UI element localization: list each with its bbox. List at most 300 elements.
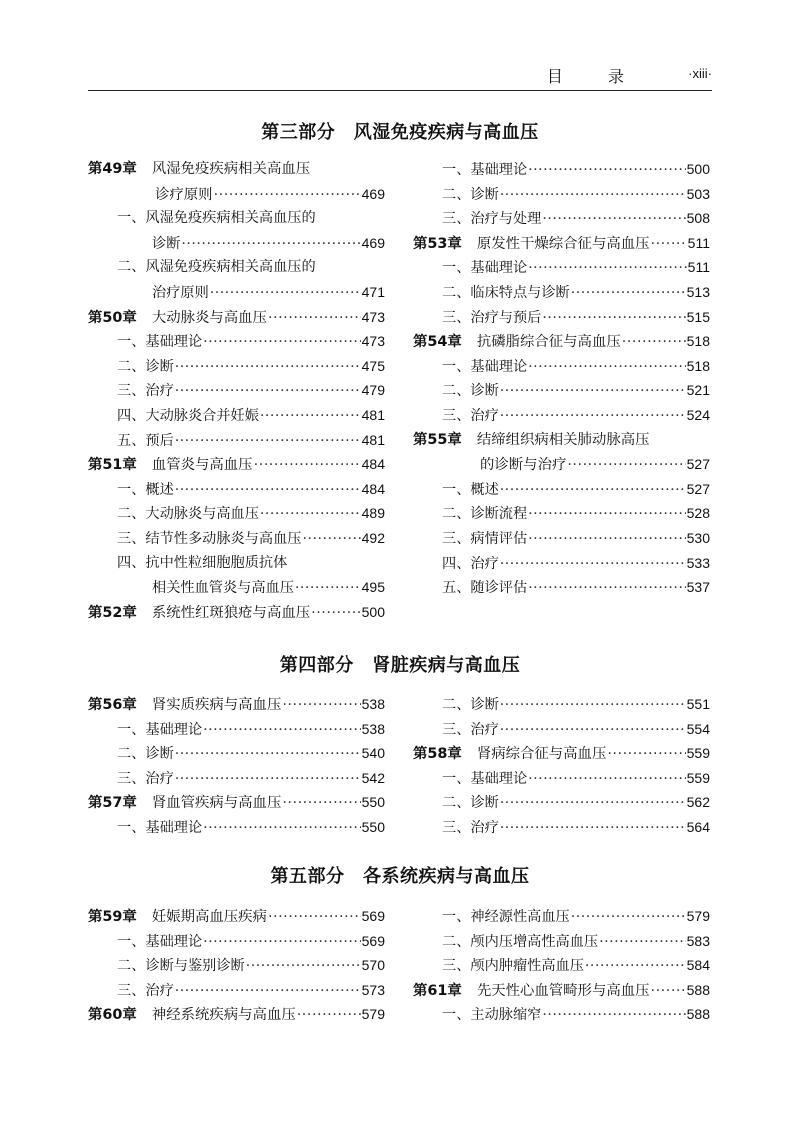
page-ref: 554 — [686, 720, 710, 737]
dot-leader — [651, 979, 686, 1004]
toc-line — [88, 378, 385, 404]
page-ref: 489 — [361, 505, 385, 522]
dot-leader — [500, 404, 686, 429]
toc-chapter-row — [413, 329, 710, 354]
page-ref: 471 — [361, 283, 385, 300]
page-ref: 564 — [686, 818, 710, 835]
dot-leader — [585, 954, 686, 979]
dot-leader — [500, 478, 686, 503]
page-ref: 569 — [361, 908, 385, 924]
toc-section-row — [88, 354, 385, 379]
page-ref: 550 — [361, 818, 385, 835]
page-ref: 579 — [361, 1006, 385, 1023]
toc-line — [413, 255, 710, 281]
section-title: 一、风湿免疫疾病相关高血压的 — [117, 210, 316, 227]
toc-section-row — [413, 692, 710, 717]
toc-line — [413, 501, 710, 527]
toc-line — [88, 904, 385, 930]
dot-leader — [528, 767, 686, 792]
section-title: 三、颅内肿瘤性高血压 — [442, 958, 584, 975]
toc-chapter-row — [88, 692, 385, 717]
chapter-number: 第56章 — [88, 697, 137, 713]
toc-section-row — [88, 501, 385, 526]
page-ref: 528 — [686, 505, 710, 522]
dot-leader — [528, 527, 686, 552]
section-title: 三、治疗 — [442, 407, 499, 424]
page-ref: 481 — [361, 406, 385, 423]
section-title: 五、预后 — [117, 432, 174, 449]
toc-line — [88, 1002, 385, 1028]
dot-leader — [203, 816, 361, 841]
chapter-title: 的诊断与治疗 — [480, 457, 567, 474]
toc-column-left — [88, 157, 385, 624]
dot-leader — [567, 453, 685, 478]
section-title: 一、基础理论 — [117, 334, 203, 351]
toc-section-row — [413, 182, 710, 207]
page-ref: 469 — [361, 185, 385, 202]
dot-leader — [175, 355, 361, 380]
part-title: 第三部分 风湿免疫疾病与高血压 — [261, 122, 539, 143]
toc-section-row — [413, 305, 710, 330]
toc-line — [88, 329, 385, 355]
chapter-title: 风湿免疫疾病相关高血压 — [151, 161, 311, 177]
page-ref: 511 — [687, 259, 710, 276]
toc-section-row — [413, 953, 710, 978]
page-ref: 537 — [686, 579, 710, 596]
dot-leader — [311, 601, 361, 626]
dot-leader — [500, 183, 686, 208]
page-number: ·xiii· — [688, 66, 712, 81]
page-ref: 559 — [686, 769, 710, 786]
section-title: 五、随诊评估 — [442, 580, 528, 597]
section-title: 相关性血管炎与高血压 — [152, 580, 294, 597]
toc-line — [413, 157, 710, 183]
toc-section-row — [413, 280, 710, 305]
page-ref: 481 — [361, 431, 385, 448]
toc-line — [88, 815, 385, 841]
page-ref: 513 — [686, 283, 710, 300]
toc-line — [88, 428, 385, 454]
dot-leader — [651, 232, 687, 257]
section-title: 三、治疗 — [117, 770, 174, 787]
chapter-title: 大动脉炎与高血压 — [151, 309, 267, 326]
section-title: 三、结节性多动脉炎与高血压 — [117, 530, 302, 547]
toc-chapter-row — [88, 790, 385, 815]
section-title: 一、基础理论 — [442, 162, 528, 178]
chapter-title: 妊娠期高血压疾病 — [151, 909, 267, 925]
toc-section-row — [413, 206, 710, 231]
dot-leader — [175, 379, 361, 404]
toc-line — [413, 403, 710, 429]
section-title: 三、治疗与预后 — [442, 309, 542, 326]
section-title: 四、抗中性粒细胞胞质抗体 — [117, 554, 288, 571]
toc-section-row — [413, 904, 710, 929]
toc-line — [413, 790, 710, 816]
toc-section-row — [88, 953, 385, 978]
section-title: 一、概述 — [442, 481, 499, 498]
page-ref: 479 — [361, 382, 385, 399]
toc-section-row — [413, 354, 710, 379]
section-title: 四、大动脉炎合并妊娠 — [117, 407, 259, 424]
dot-leader — [500, 816, 686, 841]
toc-line — [88, 477, 385, 503]
toc-line — [413, 978, 710, 1004]
toc-chapter-row — [88, 904, 385, 929]
toc-line — [88, 206, 385, 231]
toc-line — [88, 929, 385, 955]
chapter-number: 第49章 — [88, 161, 137, 177]
toc-section-row — [413, 929, 710, 954]
page-ref: 492 — [361, 529, 385, 546]
section-title: 三、病情评估 — [442, 530, 528, 547]
dot-leader — [528, 355, 686, 380]
toc-line — [413, 477, 710, 503]
page-ref: 521 — [686, 382, 710, 399]
toc-line — [88, 255, 385, 280]
dot-leader — [528, 502, 686, 527]
page-ref: 515 — [686, 308, 710, 325]
page-header — [88, 62, 712, 91]
toc-line — [88, 741, 385, 767]
chapter-title: 肾病综合征与高血压 — [476, 746, 607, 763]
dot-leader — [175, 767, 361, 792]
toc-section-row — [88, 978, 385, 1003]
page-ref: 550 — [361, 794, 385, 811]
dot-leader — [203, 930, 361, 955]
page-ref: 584 — [686, 957, 710, 974]
toc-line — [413, 354, 710, 380]
toc-line — [88, 280, 385, 306]
toc-line — [88, 766, 385, 792]
toc-section-row — [88, 280, 385, 305]
toc-line — [88, 692, 385, 718]
dot-leader — [260, 502, 361, 527]
section-title: 二、诊断流程 — [442, 506, 528, 523]
page-ref: 473 — [361, 333, 385, 350]
dot-leader — [500, 552, 686, 577]
toc-section-row — [88, 206, 385, 231]
toc-line — [88, 526, 385, 552]
dot-leader — [528, 256, 687, 281]
dot-leader — [528, 576, 686, 601]
dot-leader — [175, 429, 361, 454]
toc-line — [413, 717, 710, 743]
dot-leader — [500, 693, 686, 718]
toc-section-row — [413, 501, 710, 526]
toc-line — [413, 182, 710, 208]
toc-column-right — [413, 157, 710, 600]
chapter-number: 第61章 — [413, 982, 462, 999]
toc-section-row — [413, 575, 710, 600]
toc-section-row — [413, 157, 710, 182]
toc-line — [413, 452, 710, 478]
page-ref: 475 — [361, 357, 385, 374]
section-title: 诊断 — [152, 235, 181, 252]
dot-leader — [268, 905, 361, 930]
dot-leader — [607, 742, 685, 767]
page-ref: 562 — [686, 794, 710, 811]
section-title: 二、风湿免疫疾病相关高血压的 — [117, 259, 316, 276]
toc-section-row — [413, 1002, 710, 1027]
toc-chapter-row — [88, 600, 385, 625]
section-title: 二、诊断 — [117, 358, 174, 375]
toc-line — [88, 354, 385, 380]
dot-leader — [246, 954, 361, 979]
chapter-number: 第54章 — [413, 334, 462, 351]
dot-leader — [282, 791, 360, 816]
page-ref: 527 — [686, 456, 710, 473]
toc-section-row — [413, 378, 710, 403]
toc-line — [413, 904, 710, 930]
toc-line — [413, 692, 710, 718]
toc-section-row — [88, 428, 385, 453]
page-ref: 511 — [687, 234, 710, 251]
section-title: 二、大动脉炎与高血压 — [117, 506, 259, 523]
page-ref: 542 — [361, 769, 385, 786]
page-ref: 495 — [361, 579, 385, 596]
part-title: 第五部分 各系统疾病与高血压 — [270, 866, 530, 887]
toc-line — [413, 280, 710, 306]
toc-line — [413, 953, 710, 979]
section-title: 二、诊断 — [442, 697, 499, 713]
toc-line — [413, 815, 710, 841]
dot-leader — [268, 306, 361, 331]
page-ref: 518 — [686, 333, 710, 350]
dot-leader — [302, 527, 360, 552]
toc-line — [88, 182, 385, 208]
toc-section-row — [413, 403, 710, 428]
chapter-title: 系统性红斑狼疮与高血压 — [151, 604, 311, 621]
chapter-number: 第60章 — [88, 1007, 137, 1024]
chapter-number: 第57章 — [88, 795, 137, 812]
toc-line — [88, 501, 385, 527]
toc-section-row — [413, 477, 710, 502]
toc-section-row — [88, 378, 385, 403]
section-title: 二、临床特点与诊断 — [442, 284, 570, 301]
toc-line — [88, 600, 385, 626]
section-title: 一、主动脉缩窄 — [442, 1007, 542, 1024]
page-ref: 530 — [686, 529, 710, 546]
section-title: 治疗原则 — [152, 284, 209, 301]
toc-section-row — [88, 526, 385, 551]
toc-chapter-row — [88, 452, 385, 477]
page-ref: 551 — [686, 696, 710, 712]
dot-leader — [297, 1003, 361, 1028]
page-ref: 588 — [686, 1006, 710, 1023]
toc-line — [88, 403, 385, 429]
dot-leader — [571, 281, 686, 306]
chapter-number: 第58章 — [413, 746, 462, 763]
toc-line — [413, 428, 710, 453]
toc-section-row — [413, 790, 710, 815]
section-title: 一、神经源性高血压 — [442, 909, 570, 925]
page-ref: 570 — [361, 957, 385, 974]
dot-leader — [528, 158, 686, 183]
dot-leader — [295, 576, 361, 601]
dot-leader — [571, 905, 686, 930]
toc-section-row — [88, 766, 385, 791]
toc-line — [88, 978, 385, 1004]
dot-leader — [210, 281, 361, 306]
toc-section-row — [413, 815, 710, 840]
chapter-title: 肾实质疾病与高血压 — [151, 697, 282, 713]
section-title: 三、治疗与处理 — [442, 211, 542, 228]
section-title: 二、诊断 — [117, 746, 174, 763]
page-ref: 559 — [686, 745, 710, 762]
section-title: 一、基础理论 — [117, 933, 203, 950]
page-ref: 469 — [361, 234, 385, 251]
toc-line — [88, 575, 385, 601]
toc-chapter-row — [88, 1002, 385, 1027]
page-ref: 583 — [686, 932, 710, 949]
section-title: 一、基础理论 — [442, 358, 528, 375]
toc-line — [413, 741, 710, 767]
page-ref: 484 — [361, 456, 385, 473]
section-title: 四、治疗 — [442, 555, 499, 572]
toc-section-row — [88, 231, 385, 256]
section-title: 二、诊断 — [442, 795, 499, 812]
section-title: 三、治疗 — [442, 819, 499, 836]
chapter-number: 第50章 — [88, 309, 137, 326]
section-title: 二、诊断 — [442, 186, 499, 203]
toc-chapter-row — [88, 157, 385, 182]
toc-section-row — [88, 477, 385, 502]
running-title: 目 录 — [546, 67, 644, 86]
page-ref: 524 — [686, 406, 710, 423]
toc-chapter-row — [413, 741, 710, 766]
toc-section-row — [413, 551, 710, 576]
section-title: 二、诊断 — [442, 383, 499, 400]
page-ref: 538 — [361, 696, 385, 712]
section-title: 二、颅内压增高性高血压 — [442, 933, 599, 950]
toc-chapter-row — [413, 428, 710, 453]
dot-leader — [599, 930, 686, 955]
toc-line — [413, 305, 710, 331]
toc-section-row — [88, 815, 385, 840]
chapter-number: 第59章 — [88, 909, 137, 925]
dot-leader — [175, 979, 361, 1004]
chapter-title: 先天性心血管畸形与高血压 — [476, 982, 650, 999]
toc-line — [413, 929, 710, 955]
section-title: 一、基础理论 — [442, 770, 528, 787]
dot-leader — [254, 453, 361, 478]
chapter-title: 结缔组织病相关肺动脉高压 — [476, 431, 650, 448]
page-ref: 500 — [361, 603, 385, 620]
toc-line — [88, 452, 385, 478]
page-ref: 540 — [361, 745, 385, 762]
toc-section-row — [88, 329, 385, 354]
chapter-title: 原发性干燥综合征与高血压 — [476, 235, 650, 252]
page-ref: 569 — [361, 932, 385, 949]
toc-line — [413, 766, 710, 792]
page-ref: 533 — [686, 554, 710, 571]
chapter-number: 第55章 — [413, 431, 462, 448]
chapter-title: 肾血管疾病与高血压 — [151, 795, 282, 812]
toc-line — [413, 526, 710, 552]
toc-section-row — [88, 929, 385, 954]
dot-leader — [203, 330, 361, 355]
toc-column-left — [88, 692, 385, 840]
toc-line — [413, 575, 710, 601]
section-title: 一、概述 — [117, 481, 174, 498]
toc-section-row — [413, 255, 710, 280]
toc-line — [88, 717, 385, 743]
page-ref: 588 — [686, 981, 710, 998]
toc-section-row — [88, 551, 385, 576]
toc-line — [88, 551, 385, 576]
toc-column-right — [413, 904, 710, 1027]
page-ref: 573 — [361, 981, 385, 998]
dot-leader — [500, 379, 686, 404]
dot-leader — [282, 693, 360, 718]
toc-chapter-row — [413, 231, 710, 256]
part-title: 第四部分 肾脏疾病与高血压 — [279, 655, 521, 676]
toc-line — [413, 378, 710, 404]
page-ref: 579 — [686, 908, 710, 924]
dot-leader — [175, 742, 361, 767]
dot-leader — [542, 306, 685, 331]
toc-line — [88, 953, 385, 979]
dot-leader — [203, 718, 361, 743]
page-ref: 508 — [686, 210, 710, 227]
toc-section-row — [88, 575, 385, 600]
chapter-number: 第51章 — [88, 457, 137, 474]
section-title: 三、治疗 — [117, 982, 174, 999]
toc-chapter-row — [88, 182, 385, 207]
section-title: 二、诊断与鉴别诊断 — [117, 958, 245, 975]
page-ref: 518 — [686, 357, 710, 374]
dot-leader — [260, 404, 361, 429]
chapter-title: 抗磷脂综合征与高血压 — [476, 334, 621, 351]
toc-line — [88, 231, 385, 257]
dot-leader — [500, 791, 686, 816]
section-title: 一、基础理论 — [117, 819, 203, 836]
toc-section-row — [88, 403, 385, 428]
toc-section-row — [88, 741, 385, 766]
chapter-title: 诊疗原则 — [155, 186, 213, 203]
toc-section-row — [88, 255, 385, 280]
dot-leader — [500, 718, 686, 743]
page-ref: 484 — [361, 480, 385, 497]
toc-line — [413, 551, 710, 577]
dot-leader — [542, 207, 685, 232]
toc-line — [88, 157, 385, 182]
page-ref: 527 — [686, 480, 710, 497]
dot-leader — [214, 183, 361, 208]
page-ref: 473 — [361, 308, 385, 325]
toc-column-right — [413, 692, 710, 840]
section-title: 一、基础理论 — [442, 260, 528, 277]
toc-chapter-row — [413, 452, 710, 477]
toc-line — [413, 329, 710, 355]
toc-section-row — [413, 717, 710, 742]
toc-line — [88, 790, 385, 816]
chapter-number: 第52章 — [88, 604, 137, 621]
dot-leader — [622, 330, 686, 355]
toc-line — [413, 1002, 710, 1028]
page-ref: 538 — [361, 720, 385, 737]
toc-line — [413, 206, 710, 232]
dot-leader — [181, 232, 360, 257]
page-ref: 500 — [686, 161, 710, 177]
toc-line — [413, 231, 710, 257]
section-title: 一、基础理论 — [117, 721, 203, 738]
toc-chapter-row — [88, 305, 385, 330]
toc-section-row — [413, 766, 710, 791]
section-title: 三、治疗 — [117, 383, 174, 400]
toc-chapter-row — [413, 978, 710, 1003]
dot-leader — [542, 1003, 685, 1028]
